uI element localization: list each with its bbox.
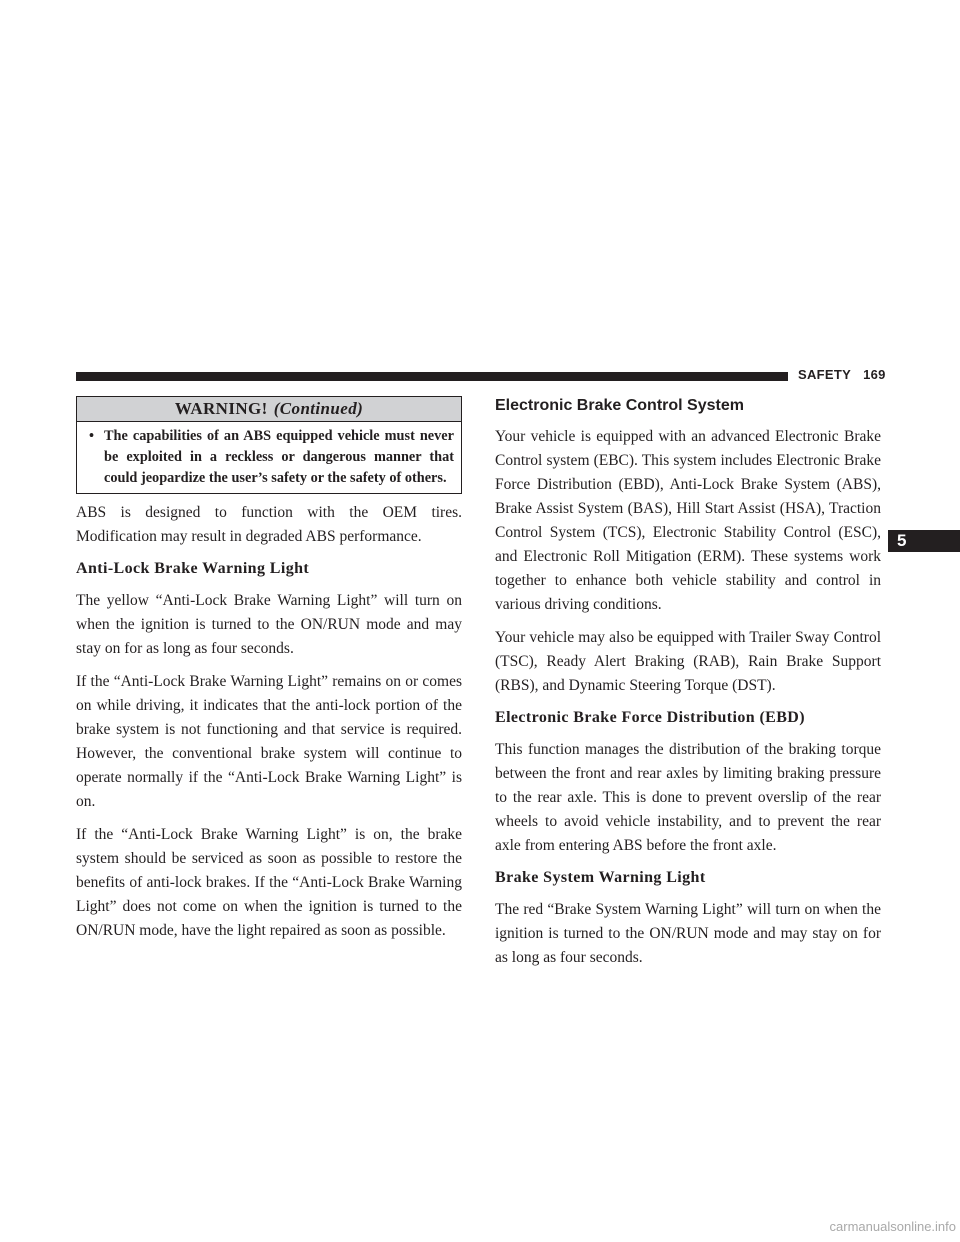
- section-title: SAFETY: [798, 367, 852, 382]
- chapter-tab: [888, 530, 960, 552]
- paragraph: The red “Brake System Warning Light” will turn on when the ignition is turned to the ON/RUN mode and may stay on for as long as four seconds.: [495, 901, 881, 966]
- header-rule: [76, 372, 788, 381]
- main-heading: Electronic Brake Control System: [495, 397, 744, 414]
- paragraph: If the “Anti-Lock Brake Warning Light” is on, the brake system should be serviced as soon as possible to restore the benefits of anti-lock brakes. If the “Anti-Lock Brake Warning Light” does not come on when the ignition is turned to the ON/RUN mode, have the light repaired as soon as possible.: [76, 826, 462, 939]
- right-column: [495, 396, 881, 979]
- warning-continued: (Continued): [273, 399, 364, 418]
- warning-item: [77, 422, 461, 493]
- paragraph: Your vehicle is equipped with an advanced Electronic Brake Control system (EBC). This system includes Electronic Brake Force Distribution (EBD), Anti-Lock Brake System (ABS), Brake Assist System (BAS), Hill Start Assist (HSA), Traction Control System (TCS), Electronic Stability Control (ESC), and Electronic Roll Mitigation (ERM). These systems work together to enhance both vehicle stability and control in various driving conditions.: [495, 428, 881, 613]
- section-heading: Electronic Brake Force Distribution (EBD): [495, 709, 805, 726]
- warning-label: WARNING!: [174, 399, 268, 418]
- warning-text: The capabilities of an ABS equipped vehicle must never be exploited in a reckless or dangerous manner that could jeopardize the user’s safety or the safety of others.: [104, 428, 454, 486]
- section-heading: Anti-Lock Brake Warning Light: [76, 560, 310, 577]
- paragraph: If the “Anti-Lock Brake Warning Light” remains on or comes on while driving, it indicates that the anti-lock portion of the brake system is not functioning and that service is required. However, the conventional brake system will continue to operate normally if the “Anti-Lock Brake Warning Light” is on.: [76, 673, 462, 810]
- paragraph: Your vehicle may also be equipped with Trailer Sway Control (TSC), Ready Alert Braking (RAB), Rain Brake Support (RBS), and Dynamic Steering Torque (DST).: [495, 629, 881, 694]
- running-header: [798, 367, 886, 382]
- warning-title: [77, 397, 461, 422]
- section-heading: Brake System Warning Light: [495, 869, 706, 886]
- chapter-number: 5: [897, 531, 907, 550]
- paragraph: This function manages the distribution of the braking torque between the front and rear axles by limiting braking pressure to the rear axle. This is done to prevent overslip of the rear wheels to avoid vehicle instability, and to prevent the rear axle from entering ABS before the front axle.: [495, 741, 881, 854]
- warning-box: [76, 396, 462, 494]
- left-column: [76, 396, 462, 952]
- paragraph: ABS is designed to function with the OEM tires. Modification may result in degraded ABS performance.: [76, 504, 462, 545]
- bullet-icon: •: [89, 428, 95, 444]
- watermark: carmanualsonline.info: [829, 1219, 956, 1234]
- page-number: 169: [863, 367, 886, 382]
- paragraph: The yellow “Anti-Lock Brake Warning Light” will turn on when the ignition is turned to the ON/RUN mode and may stay on for as long as four seconds.: [76, 592, 462, 657]
